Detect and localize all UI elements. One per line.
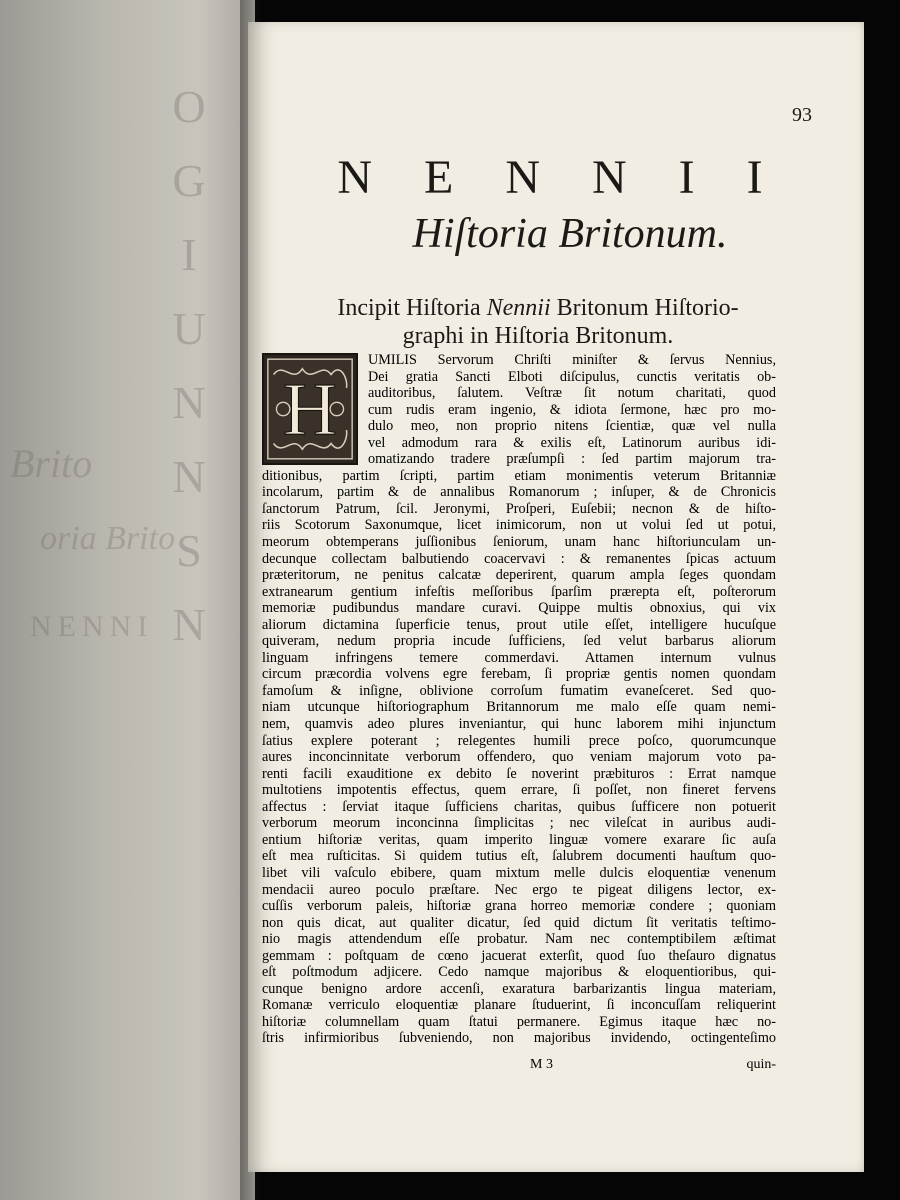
text-line: ſatius explere poterant ; relegentes humili prece poſco, quorumcunque [262,732,776,749]
text-line: circum præcordia volvens egre ferebam, ſi propriæ gentis nomen quondam [262,666,776,683]
text-line: entium hiſtoriæ veritas, quam imperito linguæ vomere exarare ſic auſa [262,831,776,848]
svg-text:H: H [283,367,337,451]
text-line: eſt poſtmodum adjicere. Cedo namque majoribus & eloquentioribus, qui- [262,964,776,981]
text-line: decunque collectam balbutiendo coacervavi : & remanentes ſpicas actuum [262,550,776,567]
text-line: meorum obtemperans juſſionibus ſeniorum, unam hanc hiſtoriunculam un- [262,534,776,551]
text-line: nem, quamvis adeo plures inveniantur, qui hunc laborem mihi injunctum [262,716,776,733]
signature-mark: M 3 [530,1057,553,1072]
text-line: vel admodum rara & exilis eſt, Latinorum auribus idi- [368,434,776,451]
body-text [262,352,776,1047]
page-number: 93 [792,104,812,126]
text-line: extranearum gentium infeſtis meſſoribus ſparſim prærepta eſt, poſterorum [262,583,776,600]
text-line: aures inconcinnitate verborum offendero, quo veniam majorum voto pa- [262,749,776,766]
text-line: multotiens impotentis effectus, quem errare, ſi poſſet, non fineret fervens [262,782,776,799]
text-line: affectus : ſerviat itaque ſufficiens charitas, quibus ſufficere non potuerit [262,798,776,815]
text-line: Dei gratia Sancti Elboti diſcipulus, cunctis veritatis ob- [368,368,776,385]
text-line: libet vili vaſculo ebibere, quam mixtum melle dulcis eloquentiæ venenum [262,864,776,881]
text-line: hiſtoriæ columnellam quam ſtatui permanere. Egimus itaque hæc no- [262,1013,776,1030]
text-line: famoſum & inſigne, oblivione corroſum fumatim evaneſceret. Sed quo- [262,682,776,699]
text-line: cuſſis verborum paleis, hiſtoriæ grana horreo memoriæ condere ; quoniam [262,898,776,915]
text-line: cum rudis eram ingenio, & idiota ſermone, hæc pro mo- [368,401,776,418]
text-line: auditoribus, ſalutem. Veſtræ ſit notum charitati, quod [368,385,776,402]
text-line: riis Scotorum Saxonumque, licet inimicorum, non ut volui ſed ut potui, [262,517,776,534]
text-line: ditionibus, partim ſcripti, partim etiam monimentis veterum Britanniæ [262,467,776,484]
text-line: eſt mea ruſticitas. Si quidem tutius eſt, ſalubrem documenti hauſtum quo- [262,848,776,865]
show-through-text-b: oria Brito [40,520,176,557]
heading-line-1: Incipit Hiſtoria Nennii Britonum Hiſtorio- [337,295,739,321]
section-heading [288,294,788,350]
text-line: ſtris infirmioribus ſubveniendo, non majoribus invidendo, octingenteſimo [262,1030,776,1047]
text-line: linguam infringens temere commerdavi. Attamen internum vulnus [262,649,776,666]
text-line: ſanctorum Patrum, ſcil. Jeronymi, Proſperi, Euſebii; necnon & de hiſto- [262,500,776,517]
text-line: gemmam : poſtquam de cœno jacuerat exterſit, quod ſuo theſauro dignatus [262,947,776,964]
text-line: verborum meorum inconcinna ſimplicitas ; nec vileſcat in auribus audi- [262,815,776,832]
text-line: renti facili exauditione ex debito ſe noverint præbituros : Errat namque [262,765,776,782]
text-line: cunque benigno ardore accenſi, exaratura barbarizantis lingua materiam, [262,980,776,997]
show-through-letters: O G I U N N S N [172,81,208,650]
show-through-text-a: Brito [10,441,93,486]
text-line: Romanæ verriculo eloquentiæ planare ſtuduerint, ſi inconcuſſam reliquerint [262,997,776,1014]
text-line: præteritorum, ne penitus calcatæ deperirent, quarum ampla ſeges quondam [262,567,776,584]
title-subtitle: Hiſtoria Britonum. [412,211,728,257]
text-line: quiveram, nedum propria incude ſufficiens, ſed velut barbarus aliorum [262,633,776,650]
text-line: mendacii aureo poculo præſtare. Nec ergo te pigeat diligens lector, ex- [262,881,776,898]
heading-line-2: graphi in Hiſtoria Britonum. [402,323,674,349]
catchword: quin- [746,1057,776,1072]
text-line: non quis dicat, aut qualiter dicatur, ſed quid dictum ſit veritatis teſtimo- [262,914,776,931]
text-line: dulo meo, non proprio nitens ſcientiæ, quæ vel nulla [368,418,776,435]
left-facing-page [0,0,255,1200]
text-line: omatizando tradere præſumpſi : ſed partim majorum tra- [368,451,776,468]
text-line: incolarum, partim & de annalibus Romanorum ; inſuper, & de Chronicis [262,484,776,501]
text-line: niam utcunque hiſtoriographum Britannorum me malo eſſe quam nemi- [262,699,776,716]
text-line: aliorum dictamina ſuperficie tenus, prout utile eſſet, intelligere hucuſque [262,616,776,633]
text-line: UMILIS Servorum Chriſti miniſter & ſervus Nennius, [368,352,776,368]
show-through-text-c: NENNI [30,610,154,643]
text-line: nio magis attendendum eſſe probatur. Nam nec contemptibilem æſtimat [262,931,776,948]
title-main: NENNII [337,151,815,204]
text-line: memoriæ pudibundus mandare curavi. Quippe multis obnoxius, qui vix [262,600,776,617]
